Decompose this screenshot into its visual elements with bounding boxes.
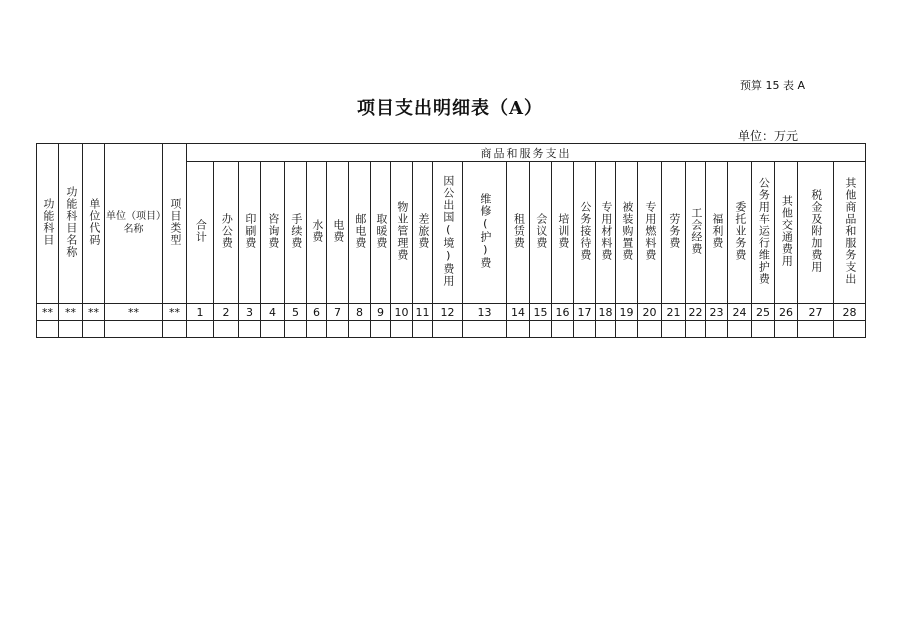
column-header: 培训费 (552, 162, 574, 304)
data-cell (686, 321, 706, 338)
data-cell (662, 321, 686, 338)
data-cell (307, 321, 327, 338)
data-cell (463, 321, 507, 338)
column-header: 手续费 (285, 162, 307, 304)
index-cell: 13 (463, 304, 507, 321)
column-header: 因公出国(境)费用 (433, 162, 463, 304)
index-cell: 1 (187, 304, 214, 321)
data-cell (214, 321, 239, 338)
data-cell (706, 321, 728, 338)
column-header: 维修(护)费 (463, 162, 507, 304)
data-cell (530, 321, 552, 338)
data-cell (371, 321, 391, 338)
index-cell: 2 (214, 304, 239, 321)
data-cell (59, 321, 83, 338)
header-function-subject: 功能科目 (37, 144, 59, 304)
index-cell: 7 (327, 304, 349, 321)
form-code: 预算 15 表 A (740, 79, 806, 92)
column-header: 合计 (187, 162, 214, 304)
data-cell (552, 321, 574, 338)
data-cell (163, 321, 187, 338)
index-cell: 25 (752, 304, 775, 321)
index-cell: 14 (507, 304, 530, 321)
index-cell: 19 (616, 304, 638, 321)
index-cell: 8 (349, 304, 371, 321)
data-cell (105, 321, 163, 338)
data-cell (574, 321, 596, 338)
column-header: 专用材料费 (596, 162, 616, 304)
column-header: 物业管理费 (391, 162, 413, 304)
data-cell (775, 321, 798, 338)
data-cell (433, 321, 463, 338)
index-cell: 10 (391, 304, 413, 321)
index-cell: 22 (686, 304, 706, 321)
column-header: 公务用车运行维护费 (752, 162, 775, 304)
index-cell: ** (37, 304, 59, 321)
index-cell: 15 (530, 304, 552, 321)
index-cell: ** (59, 304, 83, 321)
index-cell: ** (105, 304, 163, 321)
index-cell: 12 (433, 304, 463, 321)
data-cell (728, 321, 752, 338)
index-cell: 23 (706, 304, 728, 321)
index-cell: 27 (798, 304, 834, 321)
index-cell: 17 (574, 304, 596, 321)
index-cell: 3 (239, 304, 261, 321)
column-header: 工会经费 (686, 162, 706, 304)
index-cell: 18 (596, 304, 616, 321)
data-cell (261, 321, 285, 338)
data-cell (507, 321, 530, 338)
index-cell: 4 (261, 304, 285, 321)
column-header: 租赁费 (507, 162, 530, 304)
column-header: 会议费 (530, 162, 552, 304)
column-header: 办公费 (214, 162, 239, 304)
data-cell (239, 321, 261, 338)
data-cell (83, 321, 105, 338)
column-header: 专用燃料费 (638, 162, 662, 304)
column-header: 印刷费 (239, 162, 261, 304)
data-cell (413, 321, 433, 338)
data-cell (327, 321, 349, 338)
expense-table (36, 143, 866, 338)
index-cell: 21 (662, 304, 686, 321)
data-cell (834, 321, 866, 338)
index-cell: 20 (638, 304, 662, 321)
index-cell: ** (163, 304, 187, 321)
header-project-type: 项目类型 (163, 144, 187, 304)
data-cell (37, 321, 59, 338)
data-cell (798, 321, 834, 338)
data-cell (616, 321, 638, 338)
column-header: 其他交通费用 (775, 162, 798, 304)
column-header: 公务接待费 (574, 162, 596, 304)
index-cell: 9 (371, 304, 391, 321)
column-header: 水费 (307, 162, 327, 304)
index-cell: 28 (834, 304, 866, 321)
unit-label: 单位：万元 (738, 129, 799, 143)
column-header: 被装购置费 (616, 162, 638, 304)
group-header: 商品和服务支出 (187, 144, 866, 162)
index-cell: 6 (307, 304, 327, 321)
document-title: 项目支出明细表（A） (357, 98, 543, 119)
column-header: 劳务费 (662, 162, 686, 304)
index-cell: ** (83, 304, 105, 321)
index-cell: 26 (775, 304, 798, 321)
column-header: 取暖费 (371, 162, 391, 304)
column-header: 邮电费 (349, 162, 371, 304)
column-header: 福利费 (706, 162, 728, 304)
data-cell (391, 321, 413, 338)
column-header: 差旅费 (413, 162, 433, 304)
index-cell: 11 (413, 304, 433, 321)
index-cell: 24 (728, 304, 752, 321)
data-cell (752, 321, 775, 338)
header-unit-project-name: 单位（项目）名称 (105, 144, 163, 304)
header-function-subject-name: 功能科目名称 (59, 144, 83, 304)
data-cell (187, 321, 214, 338)
data-cell (638, 321, 662, 338)
column-header: 电费 (327, 162, 349, 304)
column-header: 咨询费 (261, 162, 285, 304)
index-cell: 16 (552, 304, 574, 321)
index-cell: 5 (285, 304, 307, 321)
data-cell (349, 321, 371, 338)
column-header: 委托业务费 (728, 162, 752, 304)
column-header: 税金及附加费用 (798, 162, 834, 304)
data-cell (285, 321, 307, 338)
header-unit-code: 单位代码 (83, 144, 105, 304)
data-cell (596, 321, 616, 338)
column-header: 其他商品和服务支出 (834, 162, 866, 304)
